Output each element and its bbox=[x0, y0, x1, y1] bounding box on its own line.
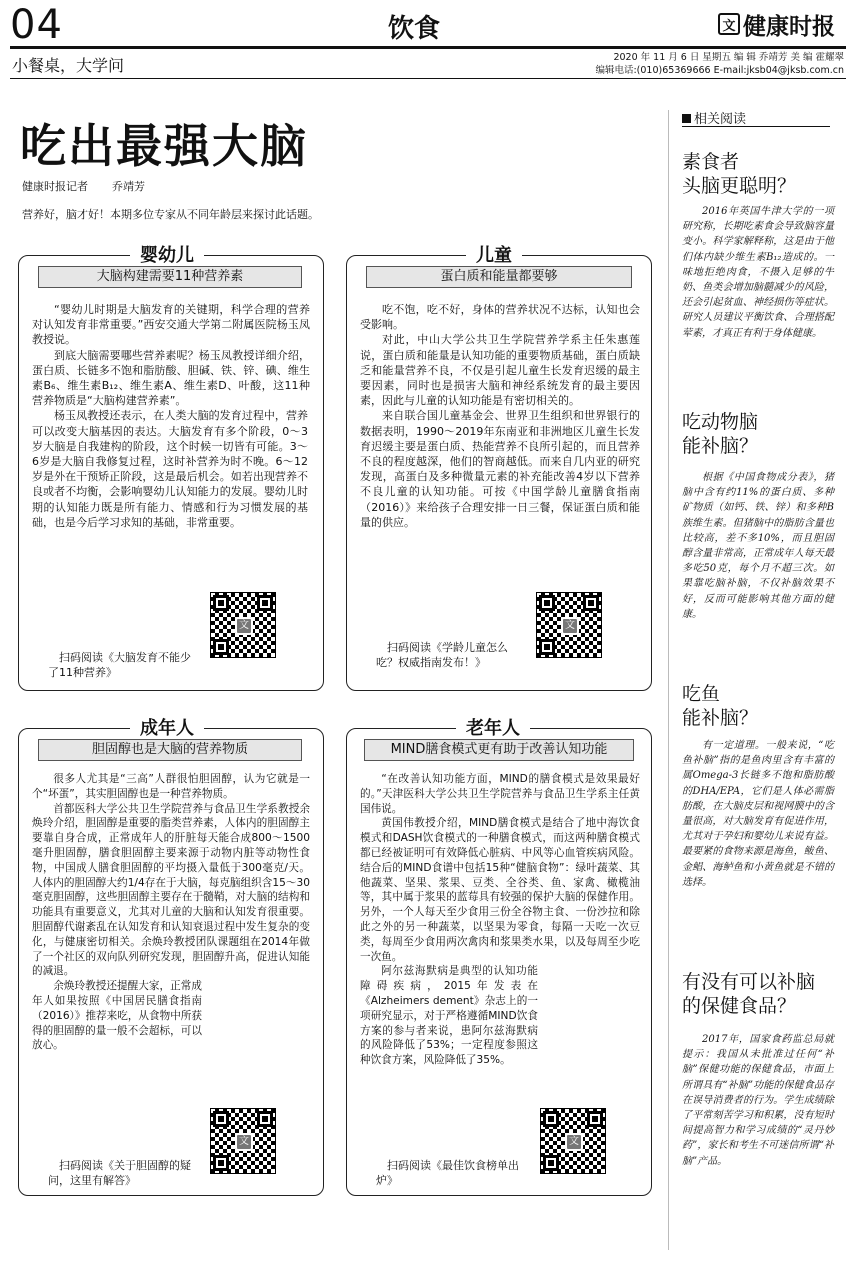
byline bbox=[22, 178, 169, 194]
qr-finder bbox=[257, 595, 273, 611]
child-subhead: 蛋白质和能量都要够 bbox=[366, 266, 632, 288]
byline-name: 乔靖芳 bbox=[112, 180, 145, 193]
paragraph: 首都医科大学公共卫生学院营养与食品卫生学系教授余焕玲介绍，胆固醇是重要的脂类营养素，人体内的胆固醇主要靠自身合成，正常成年人的肝脏每天能合成800～1500毫升胆固醇，膳食胆固醇主要来源于动物内脏等动物性食物，中国成人膳食胆固醇的平均摄入量低于300毫克/天。人体内的胆固醇大约1/4存在于大脑，每克脑组织含15～30毫克胆固醇，这些胆固醇主要存在于髓鞘，对大脑的结构和功能具有重要意义，尤其对儿童的大脑和认知发育很重要。胆固醇代谢紊乱在认知发育和认知衰退过程中发生复杂的变化，与健康密切相关。余焕玲教授团队课题组在2014年做了一个社区的双向队列研究发现，胆固醇升高，促进认知能的减退。 bbox=[32, 802, 310, 978]
qr-code[interactable] bbox=[210, 1108, 276, 1174]
square-bullet-icon bbox=[682, 114, 691, 123]
sidebar-item-text bbox=[682, 204, 834, 341]
paragraph: 黄国伟教授介绍，MIND膳食模式是结合了地中海饮食模式和DASH饮食模式的一种膳食模式，而这两种膳食模式都已经被证明可有效降低心脏病、中风等心血管疾病风险。结合后的MIND食谱中包括15种“健脑食物”：绿叶蔬菜、其他蔬菜、坚果、浆果、豆类、全谷类、鱼、家禽、橄榄油等，其中属于浆果的蓝莓具有较强的保护大脑的保健作用。另外，一个人每天至少食用三份全谷物主食、一份沙拉和除此之外的另一种蔬菜，以坚果为零食，每隔一天吃一次豆类，每周至少食用两次禽肉和浆果类水果，以及每周至少吃一次鱼。 bbox=[360, 817, 640, 963]
qr-finder bbox=[213, 1111, 229, 1127]
paragraph: 阿尔兹海默病是典型的认知功能障碍疾病，2015年发表在《Alzheimers dement》杂志上的一项研究显示，对于严格遵循MIND饮食方案的参与者来说，患阿尔兹海默病的风险降低了53%；一定程度参照这种饮食方案，风险降低了35%。 bbox=[360, 965, 538, 1067]
paragraph: 来自联合国儿童基金会、世界卫生组织和世界银行的数据表明，1990～2019年东南亚和非洲地区儿童生长发育迟缓主要是蛋白质、热能营养不良所引起的，而且营养不良的程度越深，他们的智商越低。而来自几内亚的研究发现，高蛋白及多种微量元素的补充能改善4岁以下营养不良儿童的认知功能。可按《中国学龄儿童膳食指南（2016）》来给孩子合理安排一日三餐，保证蛋白质和能量的供应。 bbox=[360, 409, 640, 529]
qr-finder bbox=[213, 595, 229, 611]
sidebar-paragraph: 2017年，国家食药监总局就提示：我国从未批准过任何“补脑”保健功能的保健食品，市面上所谓具有“补脑”功能的保健食品存在误导消费者的行为。学生成绩除了平常刻苦学习和积累，没有短时间提高智力和学习成绩的“灵丹妙药”，家长和考生不可迷信所谓“补脑”产品。 bbox=[682, 1034, 834, 1167]
section-title: 饮食 bbox=[388, 14, 441, 44]
elder-subhead: MIND膳食模式更有助于改善认知功能 bbox=[364, 739, 634, 761]
page-number: 04 bbox=[10, 2, 63, 48]
qr-code[interactable] bbox=[540, 1108, 606, 1174]
title-line: 的保健食品？ bbox=[682, 995, 797, 1017]
elder-box-title: 老年人 bbox=[456, 714, 530, 740]
qr-finder bbox=[213, 639, 229, 655]
infant-body bbox=[32, 302, 310, 530]
qr-finder bbox=[213, 1155, 229, 1171]
qr-finder bbox=[543, 1155, 559, 1171]
editor-info bbox=[595, 51, 844, 77]
editor-info-line1: 2020 年 11 月 6 日 星期五 编 辑 乔靖芳 美 编 霍耀翠 bbox=[613, 52, 844, 63]
infant-box-title: 婴幼儿 bbox=[130, 241, 204, 267]
sidebar-item-title bbox=[682, 150, 832, 198]
sidebar-paragraph: 根据《中国食物成分表》，猪脑中含有约11%的蛋白质、多种矿物质（如钙、铁、锌）和多种B族维生素。但猪脑中的脂肪含量也比较高，差不多10%，而且胆固醇含量非常高，正常成年人每天最多吃50克，每个月不超三次。如果靠吃脑补脑，不仅补脑效果不好，反而可能影响其他方面的健康。 bbox=[682, 472, 834, 620]
editor-info-line2: 编辑电话:(010)65369666 E-mail:jksb04@jksb.com.cn bbox=[595, 65, 844, 76]
sidebar-rule bbox=[682, 126, 830, 127]
title-line: 有没有可以补脑 bbox=[682, 971, 816, 993]
sidebar-item-title bbox=[682, 970, 832, 1018]
qr-finder bbox=[539, 639, 555, 655]
adult-body bbox=[32, 772, 310, 1053]
lead-text: 营养好，脑才好！本期多位专家从不同年龄层来探讨此话题。 bbox=[22, 208, 319, 221]
byline-prefix: 健康时报记者 bbox=[22, 180, 88, 193]
title-line: 吃鱼 bbox=[682, 683, 721, 705]
qr-finder bbox=[539, 595, 555, 611]
title-line: 吃动物脑 bbox=[682, 411, 759, 433]
paragraph: 对此，中山大学公共卫生学院营养学系主任朱惠莲说，蛋白质和能量是认知功能的重要物质基础，蛋白质缺乏和能量营养不良，不仅是引起儿童生长发育迟缓的最主要因素，同时也是损害大脑和神经系统发育的最主要因素，因此与儿童的认知功能是有密切相关的。 bbox=[360, 333, 640, 408]
paragraph: 到底大脑需要哪些营养素呢？杨玉凤教授详细介绍，蛋白质、长链多不饱和脂肪酸、胆碱、铁、锌、碘、维生素B₆、维生素B₁₂、维生素A、维生素D、叶酸，这11种营养物质是“大脑构建营养素”。 bbox=[32, 348, 310, 408]
paragraph: 杨玉凤教授还表示，在人类大脑的发育过程中，营养可以改变大脑基因的表达。大脑发育有多个阶段，0～3岁大脑是自我建构的阶段，这个时候一切皆有可能。3～6岁是大脑自我修复过程，这时补营养为时不晚。6～12岁是外在干预矫正阶段，这是最后机会。如若出现营养不良或者不均衡，会影响婴幼儿认知能力的发展。婴幼儿时期的认知能力既是所有能力、情感和行为习惯发展的基础，也是今后学习求知的基础，非常重要。 bbox=[32, 409, 308, 529]
sidebar-item-title bbox=[682, 682, 832, 730]
adult-scan-text: 扫码阅读《关于胆固醇的疑问，这里有解答》 bbox=[48, 1159, 191, 1187]
qr-finder bbox=[257, 1111, 273, 1127]
sidebar-heading-text: 相关阅读 bbox=[694, 112, 747, 127]
paragraph: “婴幼儿时期是大脑发育的关键期，科学合理的营养对认知发育非常重要。”西安交通大学第二附属医院杨玉凤教授说。 bbox=[32, 303, 310, 347]
sidebar-item-text bbox=[682, 1032, 834, 1169]
elder-body bbox=[360, 772, 640, 1068]
title-line: 能补脑？ bbox=[682, 435, 759, 457]
logo-seal-icon: 文 bbox=[718, 13, 740, 35]
sidebar-item-title bbox=[682, 410, 832, 458]
qr-finder bbox=[583, 595, 599, 611]
qr-code[interactable] bbox=[536, 592, 602, 658]
qr-finder bbox=[587, 1111, 603, 1127]
masthead-logo bbox=[718, 4, 846, 44]
sidebar-paragraph: 2016年英国牛津大学的一项研究称，长期吃素食会导致脑容量变小。科学家解释称，这是由于他们体内缺少维生素B₁₂造成的。一味地拒绝肉食，不摄入足够的牛奶、鱼类会增加脑髓减少的风险，还会引起贫血、神经损伤等症状。研究人员建议平衡饮食、合理搭配荤素，才真正有利于身体健康。 bbox=[682, 206, 834, 339]
qr-finder bbox=[543, 1111, 559, 1127]
qr-logo-icon: 文 bbox=[565, 1133, 583, 1151]
headline: 吃出最强大脑 bbox=[20, 119, 308, 173]
child-scan-text: 扫码阅读《学龄儿童怎么吃？权威指南发布！》 bbox=[376, 641, 508, 669]
qr-logo-icon: 文 bbox=[235, 617, 253, 635]
infant-subhead: 大脑构建需要11种营养素 bbox=[38, 266, 302, 288]
qr-logo-icon: 文 bbox=[235, 1133, 253, 1151]
adult-subhead: 胆固醇也是大脑的营养物质 bbox=[38, 739, 302, 761]
top-rule bbox=[10, 46, 846, 49]
paragraph: 余焕玲教授还提醒大家，正常成年人如果按照《中国居民膳食指南（2016）》推荐来吃，从食物中所获得的胆固醇的量一般不会超标，可以放心。 bbox=[32, 980, 202, 1052]
paragraph: 吃不饱，吃不好，身体的营养状况不达标，认知也会受影响。 bbox=[360, 303, 640, 332]
sidebar-item-text bbox=[682, 738, 834, 890]
infant-scan-text: 扫码阅读《大脑发育不能少了11种营养》 bbox=[48, 651, 191, 679]
qr-logo-icon: 文 bbox=[561, 617, 579, 635]
child-box-title: 儿童 bbox=[466, 241, 522, 267]
paragraph: “在改善认知功能方面，MIND的膳食模式是效果最好的。”天津医科大学公共卫生学院营养与食品卫生学系主任黄国伟说。 bbox=[360, 773, 640, 815]
title-line: 能补脑？ bbox=[682, 707, 759, 729]
sidebar-paragraph: 有一定道理。一般来说，“吃鱼补脑”指的是鱼肉里含有丰富的属Omega-3长链多不饱和脂肪酸的DHA/EPA，它们是人体必需脂肪酸，在大脑皮层和视网膜中的含量很高，对大脑发育有促进作用，尤其对于孕妇和婴幼儿来说有益。最要紧的食物来源是海鱼，鲅鱼、金鲳、海鲈鱼和小黄鱼就是不错的选择。 bbox=[682, 740, 834, 888]
header-rule bbox=[10, 78, 846, 79]
sidebar-item-text bbox=[682, 470, 834, 622]
title-line: 素食者 bbox=[682, 151, 740, 173]
title-line: 头脑更聪明？ bbox=[682, 175, 797, 197]
sidebar-divider bbox=[668, 110, 669, 1250]
paragraph: 很多人尤其是“三高”人群很怕胆固醇，认为它就是一个“坏蛋”，其实胆固醇也是一种营养物质。 bbox=[32, 773, 310, 800]
elder-scan-text: 扫码阅读《最佳饮食榜单出炉》 bbox=[376, 1159, 519, 1187]
adult-box-title: 成年人 bbox=[130, 714, 204, 740]
child-body bbox=[360, 302, 640, 530]
qr-code[interactable] bbox=[210, 592, 276, 658]
sidebar-heading bbox=[682, 108, 746, 127]
tagline: 小餐桌，大学问 bbox=[12, 56, 125, 75]
logo-text: 健康时报 bbox=[743, 12, 835, 40]
